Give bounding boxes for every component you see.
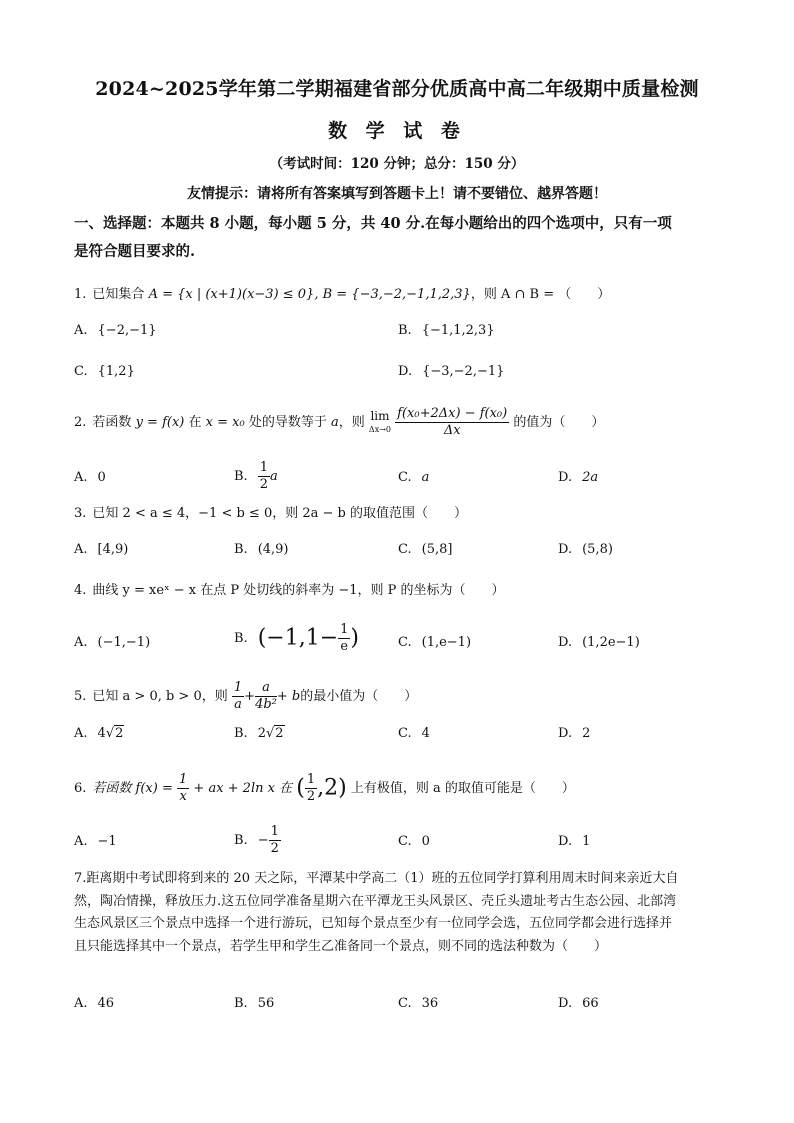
q6-option-b <box>234 824 281 857</box>
q2-option-d <box>558 468 598 488</box>
sqrt-radicand: 2 <box>275 726 284 741</box>
option-text: 46 <box>97 996 115 1011</box>
question-stem-prefix: 若函数 <box>92 415 132 430</box>
fraction <box>177 772 189 805</box>
q7-option-a <box>74 994 114 1014</box>
q2-option-c <box>398 468 429 488</box>
fraction <box>255 680 277 713</box>
option-text: {−1,1,2,3} <box>421 323 495 338</box>
question-math: + ax + 2ln x 在 <box>193 781 293 796</box>
fraction-denominator: 2 <box>270 841 279 856</box>
q1-option-a <box>74 321 157 341</box>
option-text: (5,8] <box>421 542 453 557</box>
question-3 <box>74 503 734 525</box>
question-6 <box>74 772 734 805</box>
option-post: ) <box>350 625 359 651</box>
q2-option-b <box>234 460 278 493</box>
option-label: D. <box>558 635 573 650</box>
option-text: 0 <box>421 834 430 849</box>
question-math: A = {x | (x+1)(x−3) ≤ 0}, B = {−3,−2,−1,1,2,3} <box>148 287 471 302</box>
question-5 <box>74 680 734 713</box>
q5-option-c <box>398 724 430 744</box>
question-line: 生态风景区三个景点中选择一个进行游玩，已知每个景点至少有一位同学会选，五位同学都会进行选择并 <box>74 916 673 931</box>
option-text: 1 <box>582 834 591 849</box>
q4-option-d <box>558 633 640 653</box>
fraction-denominator: 4b² <box>255 697 277 712</box>
question-math: y = f(x) <box>135 415 185 430</box>
option-text: {1,2} <box>97 364 135 379</box>
q1-option-d <box>398 362 504 382</box>
option-text: a <box>421 470 430 485</box>
fraction <box>305 772 317 805</box>
question-stem-suffix: ，则 A ∩ B = （ ） <box>470 287 611 302</box>
question-text: ，则 <box>338 415 365 430</box>
option-label: D. <box>558 542 573 557</box>
question-line: 然，陶冶情操，释放压力.这五位同学准备星期六在平潭龙王头风景区、壳丘头遗址考古生态公园、北部湾 <box>74 893 677 909</box>
q1-option-b <box>398 321 495 341</box>
option-label: B. <box>234 833 248 848</box>
option-label: D. <box>558 726 573 741</box>
fraction <box>269 824 281 857</box>
q6-option-c <box>398 832 430 852</box>
fraction-numerator: f(x₀+2Δx) − f(x₀) <box>397 406 508 421</box>
fraction-denominator: Δx <box>443 423 461 438</box>
option-text: 2 <box>582 726 591 741</box>
q3-option-c <box>398 540 452 560</box>
fraction-numerator: 1 <box>179 772 188 787</box>
question-line <box>74 868 734 891</box>
question-stem-suffix: 上有极值，则 a 的取值可能是（ ） <box>350 781 575 796</box>
q3-option-a <box>74 540 128 560</box>
question-stem: 曲线 y = xeˣ − x 在点 P 处切线的斜率为 −1，则 P 的坐标为（ ） <box>92 583 505 598</box>
q5-option-d <box>558 724 590 744</box>
option-coef: 4 <box>97 726 106 741</box>
option-label: C. <box>398 996 412 1011</box>
q2-option-a <box>74 468 106 488</box>
option-label: C. <box>398 635 412 650</box>
option-label: C. <box>398 834 412 849</box>
option-text: a <box>269 469 278 484</box>
fraction-denominator: e <box>340 639 349 654</box>
limit-word: lim <box>370 408 390 423</box>
option-text: {−3,−2,−1} <box>422 364 505 379</box>
option-label: C. <box>398 726 412 741</box>
exam-subject: 数 学 试 卷 <box>328 120 466 142</box>
fraction-denominator: 2 <box>259 477 268 492</box>
option-text: [4,9) <box>97 542 129 557</box>
option-label: C. <box>398 542 412 557</box>
plus-sign: + <box>244 689 256 704</box>
option-text: (1,2e−1) <box>582 635 640 650</box>
option-label: A. <box>74 542 88 557</box>
question-7 <box>74 868 734 958</box>
option-label: B. <box>398 323 412 338</box>
q3-option-d <box>558 540 613 560</box>
option-coef: 2 <box>257 726 266 741</box>
interval-left: ( <box>296 775 305 801</box>
fraction-numerator: a <box>255 680 277 697</box>
option-label: D. <box>398 364 413 379</box>
question-number: 3. <box>74 506 87 521</box>
option-text: (4,9) <box>257 542 289 557</box>
q3-option-b <box>234 540 289 560</box>
question-number: 7. <box>74 871 87 886</box>
fraction <box>395 406 509 439</box>
interval-right: ,2) <box>317 775 347 801</box>
q4-option-a <box>74 633 150 653</box>
question-math: a <box>331 415 339 430</box>
q4-option-b <box>234 622 359 655</box>
option-label: D. <box>558 834 573 849</box>
option-text: 2a <box>582 470 599 485</box>
option-label: B. <box>234 631 248 646</box>
question-number: 1. <box>74 287 87 302</box>
question-math: + b <box>276 689 301 704</box>
option-text: {−2,−1} <box>97 323 157 338</box>
question-math: x = x₀ <box>205 415 245 430</box>
question-math: 若函数 f(x) = <box>92 781 173 796</box>
question-text: 距离期中考试即将到来的 20 天之际，平潭某中学高二（1）班的五位同学打算利用周末时间来亲近大自 <box>86 871 679 886</box>
q7-option-c <box>398 994 438 1014</box>
section-heading <box>74 210 724 266</box>
question-stem-suffix: 的最小值为（ ） <box>300 689 418 704</box>
option-label: B. <box>234 469 248 484</box>
question-text: 处的导数等于 <box>248 415 327 430</box>
question-stem-prefix: 已知集合 <box>92 287 145 302</box>
question-4 <box>74 580 734 602</box>
option-label: A. <box>74 996 88 1011</box>
fraction-numerator: 1 <box>340 622 349 637</box>
question-line: 且只能选择其中一个景点，若学生甲和学生乙准备同一个景点，则不同的选法种数为（ ） <box>74 938 608 954</box>
option-label: A. <box>74 323 88 338</box>
option-text: 66 <box>582 996 599 1011</box>
option-text: −1 <box>97 834 117 849</box>
option-text: (5,8) <box>582 542 613 557</box>
question-stem-prefix: 已知 a > 0, b > 0，则 <box>92 689 228 704</box>
fraction-numerator: 1 <box>306 772 316 787</box>
option-label: D. <box>558 470 573 485</box>
question-number: 5. <box>74 689 87 704</box>
option-label: D. <box>558 996 573 1011</box>
q1-option-c <box>74 362 135 382</box>
q5-option-a <box>74 724 124 744</box>
limit-subscript: Δx→0 <box>368 424 392 434</box>
option-label: A. <box>74 834 88 849</box>
fraction-numerator: 1 <box>233 680 243 695</box>
fraction <box>232 680 244 713</box>
option-label: B. <box>234 996 248 1011</box>
fraction <box>338 622 350 655</box>
option-label: A. <box>74 470 88 485</box>
section-heading-line1: 一、选择题：本题共 8 小题，每小题 5 分，共 40 分.在每小题给出的四个选项中，只有一项 <box>74 215 672 232</box>
option-text: 4 <box>421 726 430 741</box>
question-stem: 已知 2 < a ≤ 4，−1 < b ≤ 0，则 2a − b 的取值范围（ ） <box>92 506 467 521</box>
sqrt-radicand: 2 <box>115 726 124 741</box>
section-heading-line2: 是符合题目要求的. <box>74 243 196 260</box>
sqrt-sign: √ <box>265 726 275 741</box>
option-text: (−1,−1) <box>97 635 151 650</box>
option-label: A. <box>74 726 88 741</box>
q5-option-b <box>234 724 285 744</box>
question-number: 6. <box>74 781 87 796</box>
option-text: 36 <box>421 996 439 1011</box>
option-text: 0 <box>97 470 106 485</box>
question-text: 在 <box>188 415 202 430</box>
option-label: A. <box>74 635 88 650</box>
q6-option-a <box>74 832 117 852</box>
fraction-numerator: 1 <box>270 824 279 839</box>
sqrt-sign: √ <box>105 726 115 741</box>
question-2 <box>74 406 734 439</box>
option-pre: − <box>257 833 269 848</box>
q4-option-c <box>398 633 471 653</box>
option-text: (1,e−1) <box>421 635 472 650</box>
question-stem-suffix: 的值为（ ） <box>513 415 605 430</box>
exam-title: 2024~2025学年第二学期福建省部分优质高中高二年级期中质量检测 <box>95 78 699 100</box>
option-label: B. <box>234 542 248 557</box>
fraction-denominator: a <box>234 697 242 712</box>
question-number: 4. <box>74 583 87 598</box>
question-number: 2. <box>74 415 87 430</box>
fraction-numerator: 1 <box>259 460 268 475</box>
option-text: 56 <box>257 996 275 1011</box>
option-label: C. <box>74 364 88 379</box>
fraction-denominator: 2 <box>306 789 316 804</box>
option-pre: (−1,1− <box>257 625 339 651</box>
question-1 <box>74 284 734 306</box>
q7-option-d <box>558 994 599 1014</box>
limit-expression <box>369 410 391 436</box>
option-label: B. <box>234 726 248 741</box>
exam-tip: 友情提示：请将所有答案填写到答题卡上！请不要错位、越界答题！ <box>187 186 607 202</box>
fraction-denominator: x <box>179 789 187 804</box>
fraction <box>258 460 270 493</box>
q6-option-d <box>558 832 590 852</box>
q7-option-b <box>234 994 274 1014</box>
exam-info: （考试时间：120 分钟；总分：150 分） <box>269 156 525 172</box>
option-label: C. <box>398 470 412 485</box>
